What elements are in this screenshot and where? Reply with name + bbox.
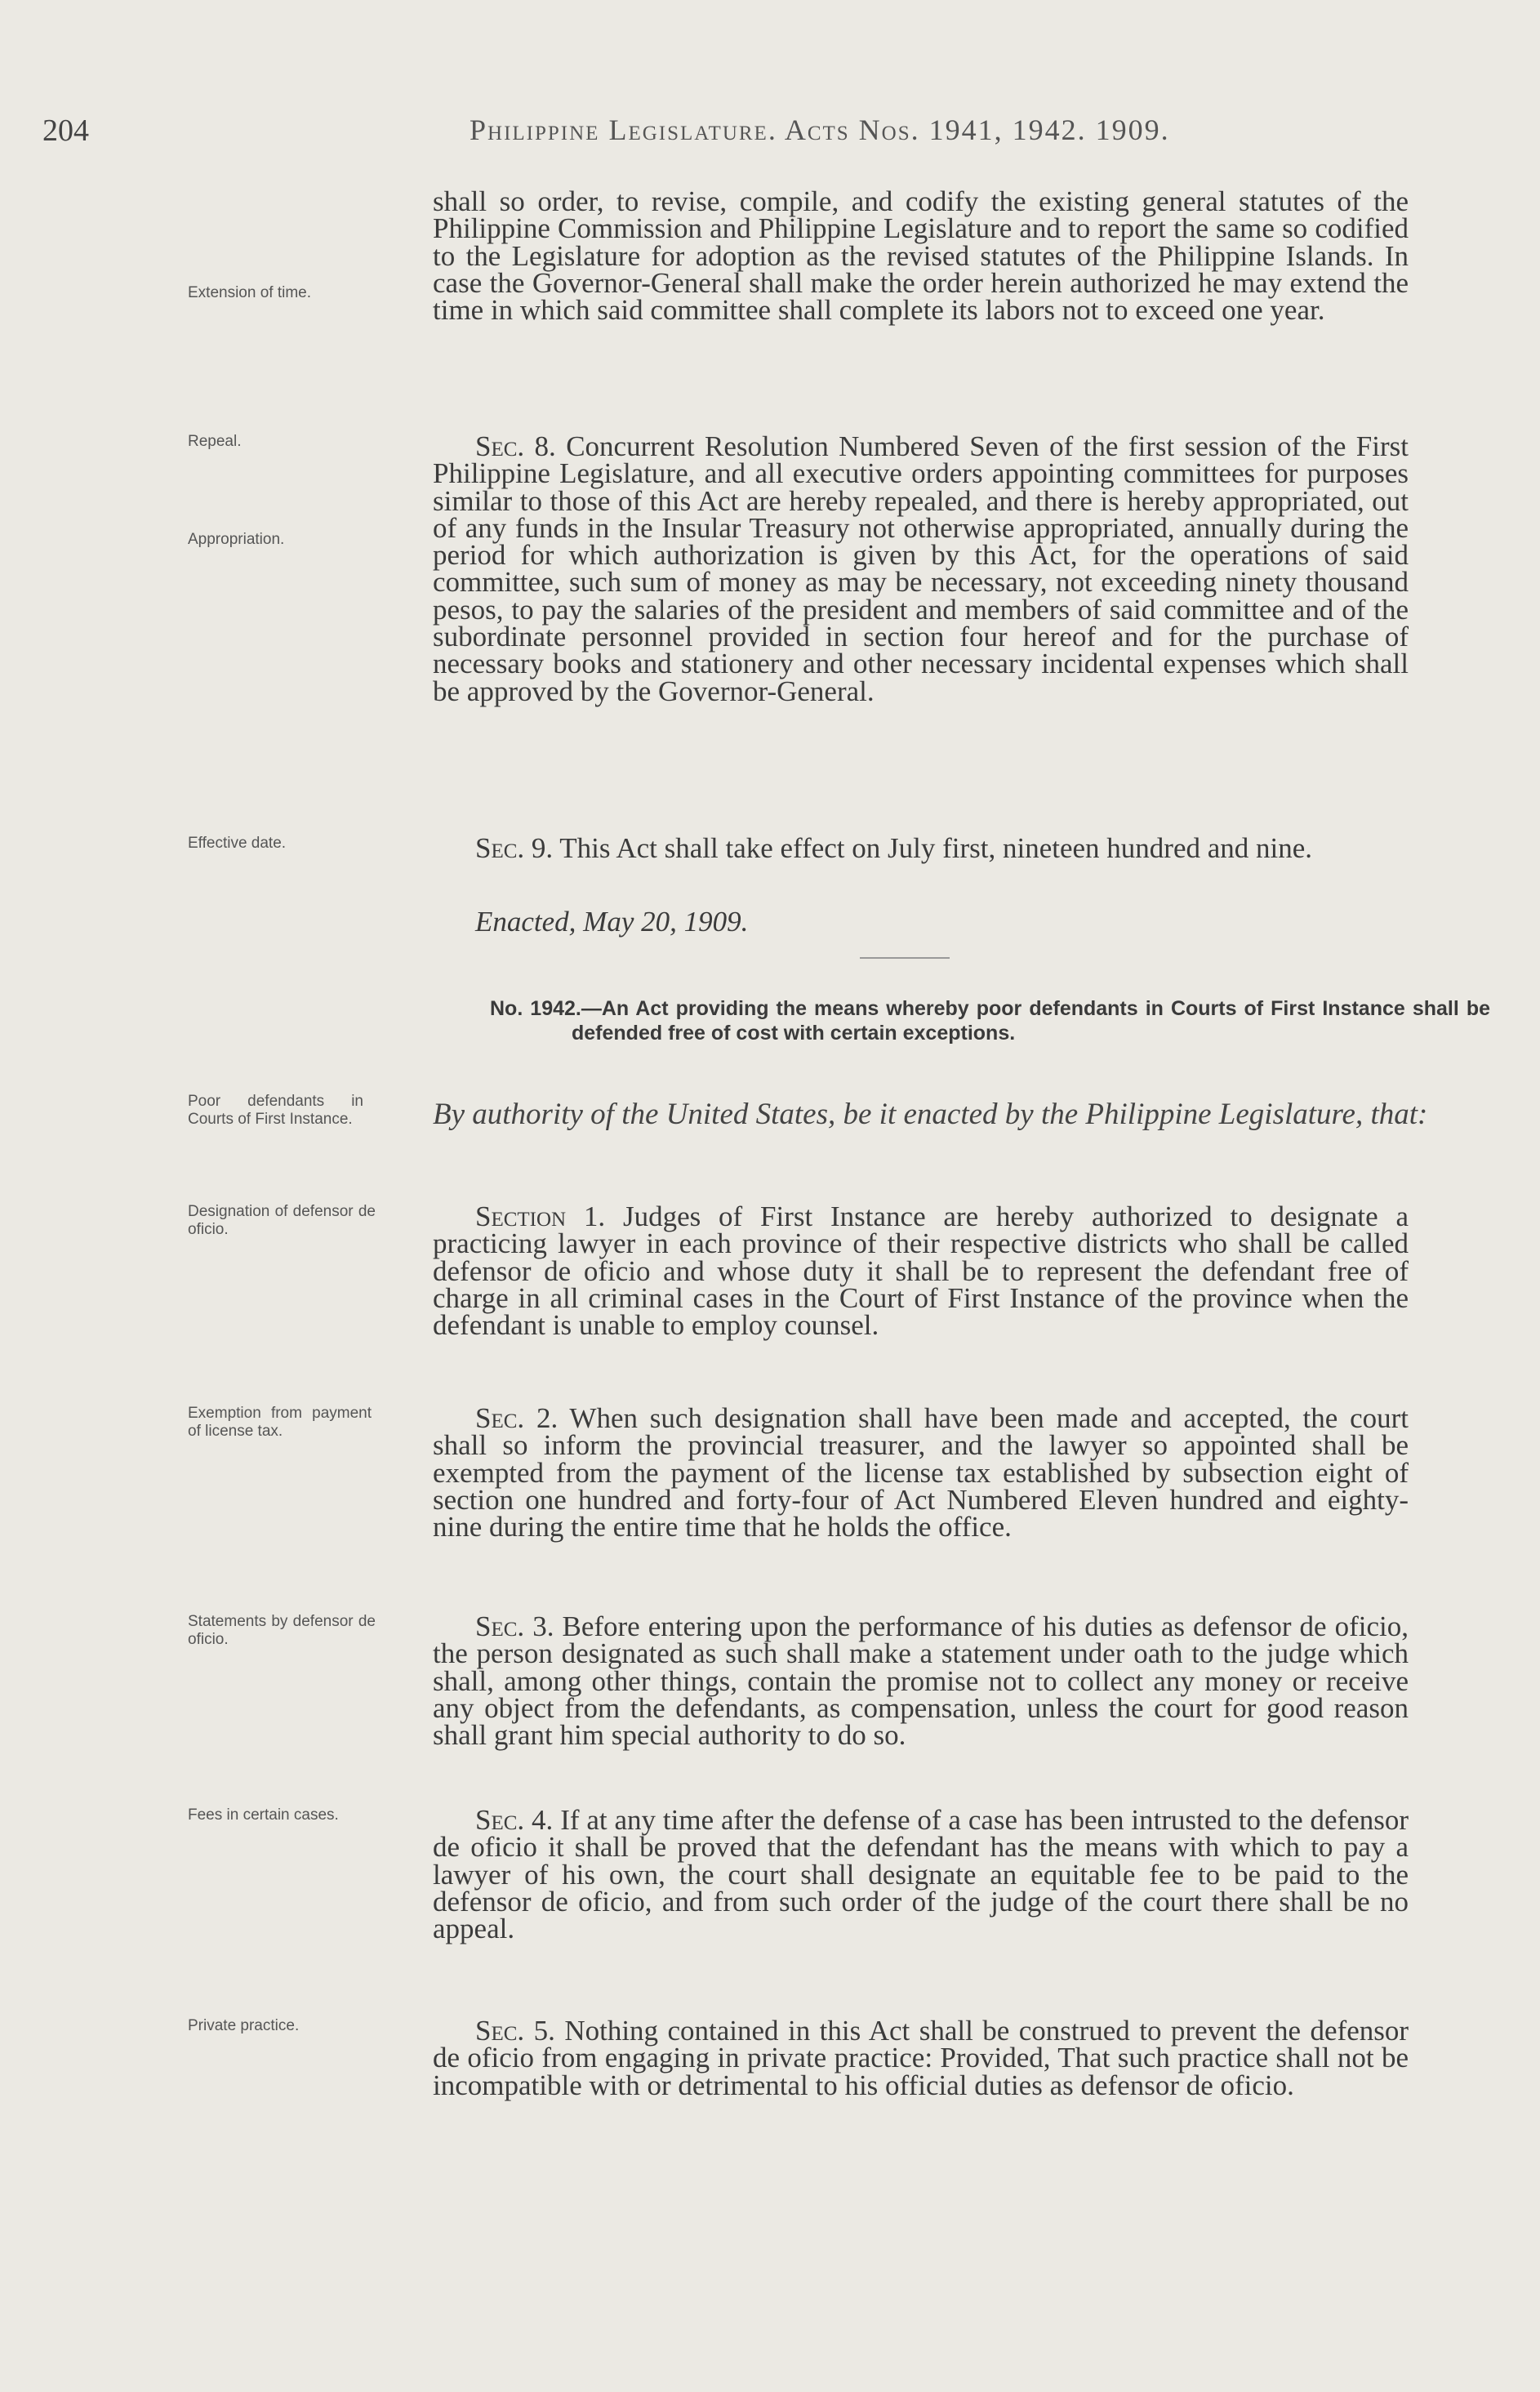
margin-note-effective-date: Effective date. <box>188 835 287 852</box>
page-number: 204 <box>42 114 89 148</box>
section-3-text: Before entering upon the performance of his duties as defensor de oficio, the person designated as such shall make a statement under oath to the judge which shall, among other things, contain the promise not to collect any money or receive any object from the defendants, as compensation, unless the court for good reason shall grant him special authority to do so. <box>433 1610 1409 1752</box>
enacted-date: Enacted, May 20, 1909. <box>475 906 749 938</box>
section-2 <box>433 1402 1409 1543</box>
margin-note-designation: Designation of defensor de oficio. <box>188 1203 376 1238</box>
margin-note-statements: Statements by defensor de oficio. <box>188 1613 376 1648</box>
running-head: Philippine Legislature. Acts Nos. 1941, 1942. 1909. <box>470 114 1170 146</box>
margin-note-repeal: Repeal. <box>188 433 242 450</box>
margin-note-exemption: Exemption from payment of license tax. <box>188 1405 372 1440</box>
margin-note-poor-defendants: Poor defendants in Courts of First Instance. <box>188 1093 363 1128</box>
section-1-text: Judges of First Instance are hereby authorized to designate a practicing lawyer in each province of their respective districts who shall be called defensor de oficio and whose duty it shall be to represent the defendant free of charge in all criminal cases in the Court of First Instance of the province when the defendant is unable to employ counsel. <box>433 1200 1409 1342</box>
margin-note-extension: Extension of time. <box>188 284 312 301</box>
enacting-clause: By authority of the United States, be it enacted by the Philippine Legislature, that: <box>433 1098 1428 1131</box>
section-5-text: Nothing contained in this Act shall be construed to prevent the defensor de oficio from engaging in private practice: Provided, That such practice shall not be incompatible with or detrimental to his official duties as defensor de oficio. <box>433 2015 1409 2101</box>
section-8 <box>433 430 1409 707</box>
section-divider <box>860 957 950 959</box>
section-1-label: Section 1. <box>475 1200 606 1232</box>
section-4 <box>433 1804 1409 1945</box>
section-4-label: Sec. 4. <box>475 1804 554 1836</box>
section-2-text: When such designation shall have been made and accepted, the court shall so inform the provincial treasurer, and the lawyer so appointed shall be exempted from the payment of the license tax established by subsection eight of section one hundred and forty-four of Act Numbered Eleven hundred and eighty-nine during the entire time that he holds the office. <box>433 1402 1409 1543</box>
section-5 <box>433 2017 1409 2099</box>
section-9-text: This Act shall take effect on July first, nineteen hundred and nine. <box>559 832 1313 864</box>
section-4-text: If at any time after the defense of a case has been intrusted to the defensor de oficio it shall be proved that the defendant has the means with which to pay a lawyer of his own, the court shall designate an equitable fee to be paid to the defensor de oficio, and from such order of the judge of the court there shall be no appeal. <box>433 1804 1409 1945</box>
page-header <box>0 113 1540 154</box>
section-8-label: Sec. 8. <box>475 430 556 462</box>
margin-note-private-practice: Private practice. <box>188 2017 300 2034</box>
section-9-label: Sec. 9. <box>475 832 554 864</box>
section-3 <box>433 1610 1409 1752</box>
section-9 <box>433 832 1409 864</box>
act-1942-title: No. 1942.—An Act providing the means whereby poor defendants in Courts of First Instance shall be defended free of cost with certain exceptions. <box>490 997 1490 1045</box>
section-5-label: Sec. 5. <box>475 2015 555 2047</box>
continued-paragraph: shall so order, to revise, compile, and codify the existing general statutes of the Philippine Commission and Philippine Legislature and to report the same so codified to the Legislature for adoption as the revised statutes of the Philippine Islands. In case the Governor-General shall make the order herein authorized he may extend the time in which said committee shall complete its labors not to exceed one year. <box>433 185 1409 327</box>
margin-note-appropriation: Appropriation. <box>188 531 285 548</box>
section-8-text: Concurrent Resolution Numbered Seven of the first session of the First Philippine Legislature, and all executive orders appointing committees for purposes similar to those of this Act are hereby repealed, and there is hereby appropriated, out of any funds in the Insular Treasury not otherwise appropriated, annually during the period for which authorization is given by this Act, for the operations of said committee, such sum of money as may be necessary, not exceeding ninety thousand pesos, to pay the salaries of the president and members of said committee and of the subordinate personnel provided in section four hereof and for the purchase of necessary books and stationery and other necessary incidental expenses which shall be approved by the Governor-General. <box>433 430 1409 707</box>
section-3-label: Sec. 3. <box>475 1610 554 1642</box>
margin-note-fees: Fees in certain cases. <box>188 1806 339 1824</box>
section-1 <box>433 1200 1409 1342</box>
section-2-label: Sec. 2. <box>475 1402 559 1434</box>
